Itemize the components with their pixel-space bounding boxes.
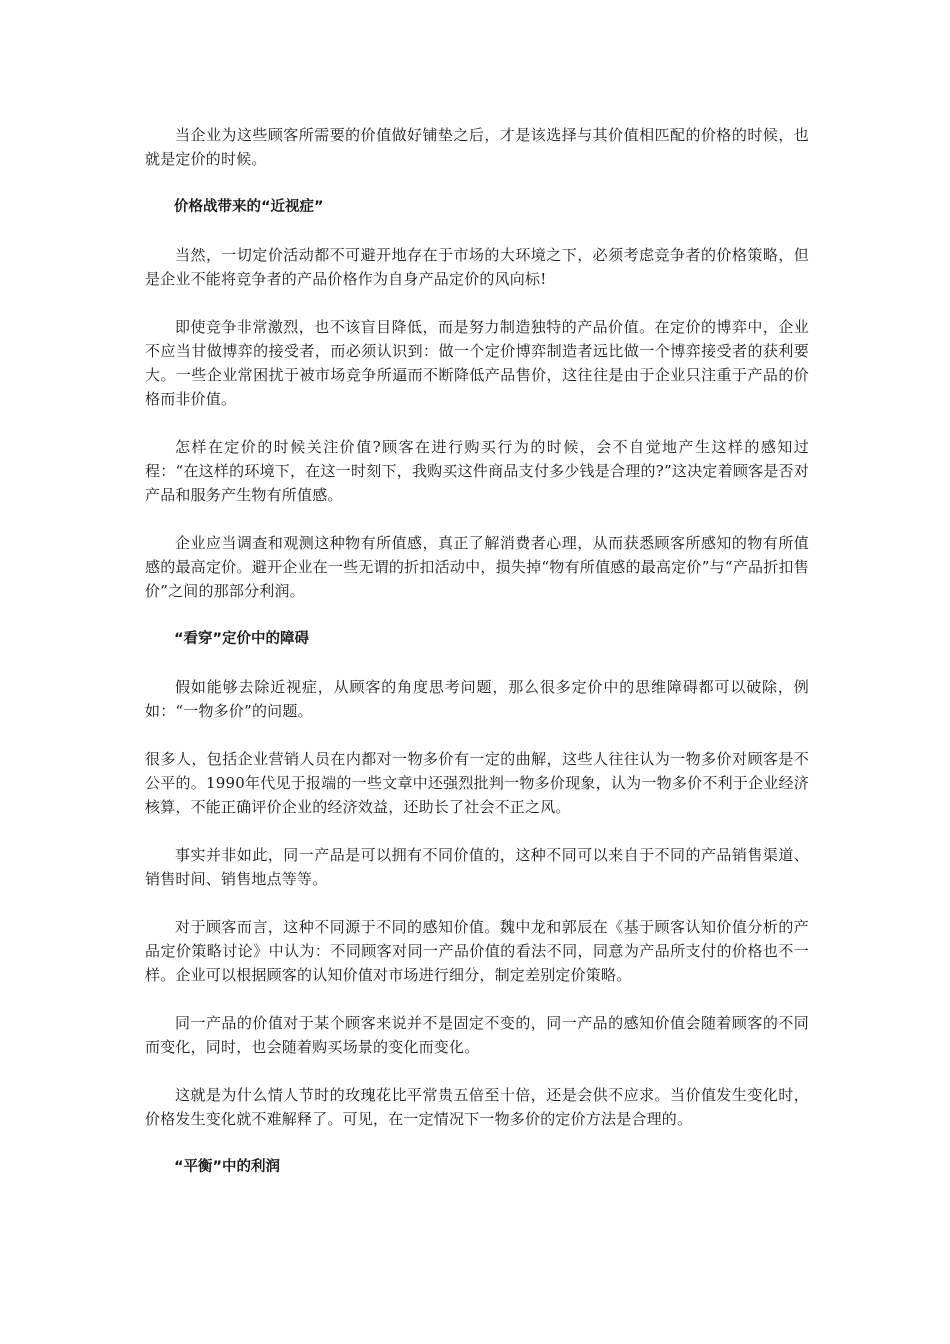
paragraph-value-perception: 怎样在定价的时候关注价值?顾客在进行购买行为的时候，会不自觉地产生这样的感知过程：“在这样的环境下，在这一时刻下，我购买这件商品支付多少钱是合理的?”这决定着顾客是否对产品和服务产生物有所值感。: [145, 438, 809, 504]
section-heading-price-war: 价格战带来的“近视症”: [174, 199, 324, 215]
document-page: [145, 123, 809, 1179]
spacer: [145, 603, 809, 627]
paragraph-highest-price: 企业应当调查和观测这种物有所值感，真正了解消费者心理，从而获悉顾客所感知的物有所值感的最高定价。避开企业在一些无谓的折扣活动中，损失掉“物有所值感的最高定价”与“产品折扣售价”之间的那部分利润。: [145, 534, 809, 600]
paragraph-competitor-pricing: 当然，一切定价活动都不可避开地存在于市场的大环境之下，必须考虑竞争者的价格策略，但是企业不能将竞争者的产品价格作为自身产品定价的风向标!: [145, 246, 809, 288]
spacer: [145, 291, 809, 315]
spacer: [145, 891, 809, 915]
spacer: [145, 219, 809, 243]
spacer: [145, 723, 809, 747]
spacer: [145, 1059, 809, 1083]
spacer: [145, 987, 809, 1011]
paragraph-one-item-many-prices: 假如能够去除近视症，从顾客的角度思考问题，那么很多定价中的思维障碍都可以破除，例如：“一物多价”的问题。: [145, 678, 809, 720]
paragraph-game-maker: 即使竞争非常激烈，也不该盲目降低，而是努力制造独特的产品价值。在定价的博弈中，企业不应当甘做博弈的接受者，而必须认识到：做一个定价博弈制造者远比做一个博弈接受者的获利要大。一些企业常困扰于被市场竞争所逼而不断降低产品售价，这往往是由于企业只注重于产品的价格而非价值。: [145, 318, 809, 408]
spacer: [145, 171, 809, 195]
spacer: [145, 507, 809, 531]
paragraph-valentines-roses: 这就是为什么情人节时的玫瑰花比平常贵五倍至十倍，还是会供不应求。当价值发生变化时，价格发生变化就不难解释了。可见，在一定情况下一物多价的定价方法是合理的。: [145, 1086, 809, 1128]
paragraph-value-changes: 同一产品的价值对于某个顾客来说并不是固定不变的，同一产品的感知价值会随着顾客的不同而变化，同时，也会随着购买场景的变化而变化。: [145, 1014, 809, 1056]
section-heading-obstacles: “看穿”定价中的障碍: [174, 631, 310, 647]
section-heading-balance-profit: “平衡”中的利润: [174, 1159, 281, 1175]
spacer: [145, 1131, 809, 1155]
paragraph-misunderstanding: 很多人，包括企业营销人员在内都对一物多价有一定的曲解，这些人往往认为一物多价对顾客是不公平的。1990年代见于报端的一些文章中还强烈批判一物多价现象，认为一物多价不利于企业经济核算，不能正确评价企业的经济效益，还助长了社会不正之风。: [145, 750, 809, 816]
paragraph-value-groundwork: 当企业为这些顾客所需要的价值做好铺垫之后，才是该选择与其价值相匹配的价格的时候，也就是定价的时候。: [145, 126, 809, 168]
spacer: [145, 411, 809, 435]
paragraph-perceived-value: 对于顾客而言，这种不同源于不同的感知价值。魏中龙和郭辰在《基于顾客认知价值分析的产品定价策略讨论》中认为：不同顾客对同一产品价值的看法不同，同意为产品所支付的价格也不一样。企业可以根据顾客的认知价值对市场进行细分，制定差别定价策略。: [145, 918, 809, 984]
paragraph-different-values: 事实并非如此，同一产品是可以拥有不同价值的，这种不同可以来自于不同的产品销售渠道、销售时间、销售地点等等。: [145, 846, 809, 888]
spacer: [145, 651, 809, 675]
spacer: [145, 819, 809, 843]
